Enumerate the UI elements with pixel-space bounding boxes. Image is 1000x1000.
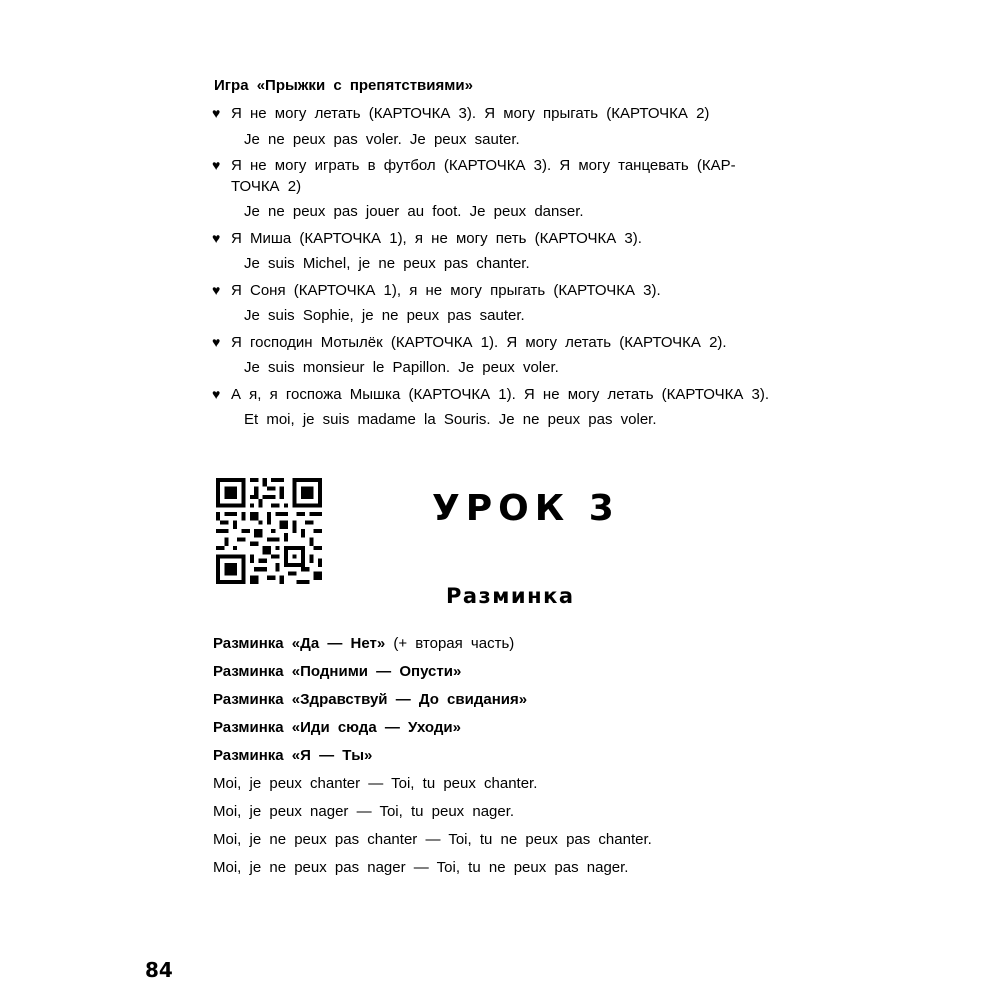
qr-code-icon [216, 478, 322, 584]
warmup-item [213, 635, 514, 652]
heart-icon: ♥ [212, 386, 221, 402]
heart-icon: ♥ [212, 230, 221, 246]
warmup-title: Разминка «Я — Ты» [213, 747, 373, 764]
phrase-line: Moi, je peux nager — Toi, tu peux nager. [213, 803, 515, 820]
game-item-fr: Je suis Michel, je ne peux pas chanter. [244, 255, 530, 272]
phrase-line: Moi, je ne peux pas chanter — Toi, tu ne peux pas chanter. [213, 831, 652, 848]
lesson-title: УРОК 3 [432, 488, 620, 529]
game-item-ru: Я Соня (КАРТОЧКА 1), я не могу прыгать (КАРТОЧКА 3). [231, 282, 661, 299]
warmup-title: Разминка «Здравствуй — До свидания» [213, 691, 528, 708]
warmup-item [213, 719, 461, 736]
game-item-fr: Je suis Sophie, je ne peux pas sauter. [244, 307, 525, 324]
game-item-ru-continued: ТОЧКА 2) [231, 178, 302, 195]
phrase-line: Moi, je peux chanter — Toi, tu peux chanter. [213, 775, 538, 792]
warmup-item [213, 691, 527, 708]
game-title: Игра «Прыжки с препятствиями» [214, 77, 473, 94]
game-item-fr: Je suis monsieur le Papillon. Je peux voler. [244, 359, 559, 376]
game-item-ru: Я Миша (КАРТОЧКА 1), я не могу петь (КАРТОЧКА 3). [231, 230, 642, 247]
heart-icon: ♥ [212, 282, 221, 298]
game-item-fr: Je ne peux pas voler. Je peux sauter. [244, 131, 520, 148]
warmup-title: Разминка «Иди сюда — Уходи» [213, 719, 461, 736]
page-number: 84 [145, 958, 173, 982]
warmup-note: (+ вторая часть) [385, 635, 515, 652]
heart-icon: ♥ [212, 157, 221, 173]
warmup-title: Разминка «Да — Нет» [213, 635, 386, 652]
heart-icon: ♥ [212, 105, 221, 121]
heart-icon: ♥ [212, 334, 221, 350]
section-title: Разминка [446, 584, 575, 608]
game-item-ru: Я не могу играть в футбол (КАРТОЧКА 3). Я могу танцевать (КАР- [231, 157, 736, 174]
warmup-item [213, 747, 372, 764]
warmup-item [213, 663, 461, 680]
game-item-fr: Je ne peux pas jouer au foot. Je peux danser. [244, 203, 584, 220]
game-item-fr: Et moi, je suis madame la Souris. Je ne peux pas voler. [244, 411, 657, 428]
phrase-line: Moi, je ne peux pas nager — Toi, tu ne peux pas nager. [213, 859, 629, 876]
game-item-ru: А я, я госпожа Мышка (КАРТОЧКА 1). Я не могу летать (КАРТОЧКА 3). [231, 386, 769, 403]
game-item-ru: Я господин Мотылёк (КАРТОЧКА 1). Я могу летать (КАРТОЧКА 2). [231, 334, 727, 351]
game-item-ru: Я не могу летать (КАРТОЧКА 3). Я могу прыгать (КАРТОЧКА 2) [231, 105, 710, 122]
warmup-title: Разминка «Подними — Опусти» [213, 663, 462, 680]
